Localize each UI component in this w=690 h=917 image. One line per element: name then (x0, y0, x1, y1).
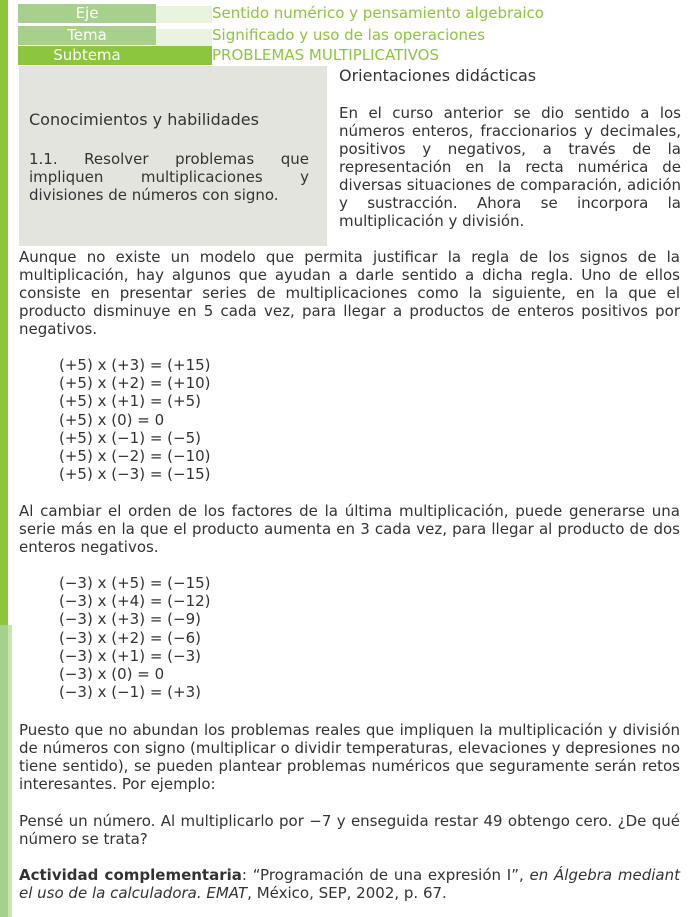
equation-line: (+5) x (+3) = (+15) (59, 356, 211, 374)
eje-label: Eje (18, 4, 156, 23)
equation-line: (−3) x (+2) = (−6) (59, 628, 201, 647)
left-accent-bar-light (8, 625, 12, 917)
actividad-book: en Álgebra mediant el uso de la calculadora. EMAT (19, 866, 680, 902)
conocimientos-box (19, 66, 327, 246)
equation-line: (+5) x (0) = 0 (59, 410, 165, 429)
tema-spacer (156, 29, 212, 46)
paragraph-2: Al cambiar el orden de los factores de la última multiplicación, puede generarse una serie más en la que el producto aumenta en 3 cada vez, para llegar al producto de dos enteros negativos. (19, 502, 680, 556)
orientaciones-title: Orientaciones didácticas (339, 66, 537, 85)
equation-line: (+5) x (−3) = (−15) (59, 465, 211, 484)
equation-line: (−3) x (0) = 0 (59, 665, 165, 684)
equation-line: (−3) x (−1) = (+3) (59, 683, 201, 702)
tema-value: Significado y uso de las operaciones (212, 26, 486, 44)
equation-line: (−3) x (+1) = (−3) (59, 646, 201, 665)
equation-line: (+5) x (−1) = (−5) (59, 428, 201, 447)
actividad-sep: : (241, 866, 253, 884)
paragraph-3: Puesto que no abundan los problemas reales que impliquen la multiplicación y división de números con signo (multiplicar o dividir temperaturas, elevaciones y depresiones no tiene sentido), se pueden plantear problemas numéricos que seguramente serán retos interesantes. Por ejemplo: (19, 721, 680, 793)
series-1 (59, 356, 211, 483)
eje-spacer (156, 6, 212, 23)
actividad-label: Actividad complementaria (19, 866, 242, 884)
equation-line: (−3) x (+4) = (−12) (59, 592, 211, 611)
subtema-spacer (156, 46, 212, 65)
paragraph-1: Aunque no existe un modelo que permita justificar la regla de los signos de la multiplicación, hay algunos que ayudan a darle sentido a dicha regla. Uno de ellos consiste en presentar series de multiplicaciones como la siguiente, en la que el producto disminuye en 5 cada vez, para llegar a productos de enteros positivos por negativos. (19, 248, 680, 338)
equation-line: (−3) x (+5) = (−15) (59, 574, 211, 592)
paragraph-4: Pensé un número. Al multiplicarlo por −7 y enseguida restar 49 obtengo cero. ¿De qué número se trata? (19, 812, 680, 848)
equation-line: (−3) x (+3) = (−9) (59, 610, 201, 629)
equation-line: (+5) x (+1) = (+5) (59, 392, 201, 411)
actividad-rest: , México, SEP, 2002, p. 67. (247, 884, 447, 902)
actividad-quote: “Programación de una expresión I”, (252, 866, 530, 884)
eje-value: Sentido numérico y pensamiento algebraico (212, 4, 544, 22)
actividad-complementaria (19, 866, 680, 902)
subtema-value: PROBLEMAS MULTIPLICATIVOS (212, 46, 439, 64)
left-accent-bar-dark (0, 0, 8, 625)
equation-line: (+5) x (−2) = (−10) (59, 447, 211, 466)
conocimientos-item: 1.1. Resolver problemas que impliquen multiplicaciones y divisiones de números con signo. (29, 150, 309, 204)
tema-label: Tema (18, 26, 156, 45)
series-2 (59, 574, 211, 701)
equation-line: (+5) x (+2) = (+10) (59, 374, 211, 393)
orientaciones-text: En el curso anterior se dio sentido a los números enteros, fraccionarios y decimales, positivos y negativos, a través de la representación en la recta numérica de diversas situaciones de comparación, adición y sustracción. Ahora se incorpora la multiplicación y división. (339, 104, 681, 230)
subtema-label: Subtema (18, 46, 156, 65)
conocimientos-title: Conocimientos y habilidades (29, 110, 259, 129)
